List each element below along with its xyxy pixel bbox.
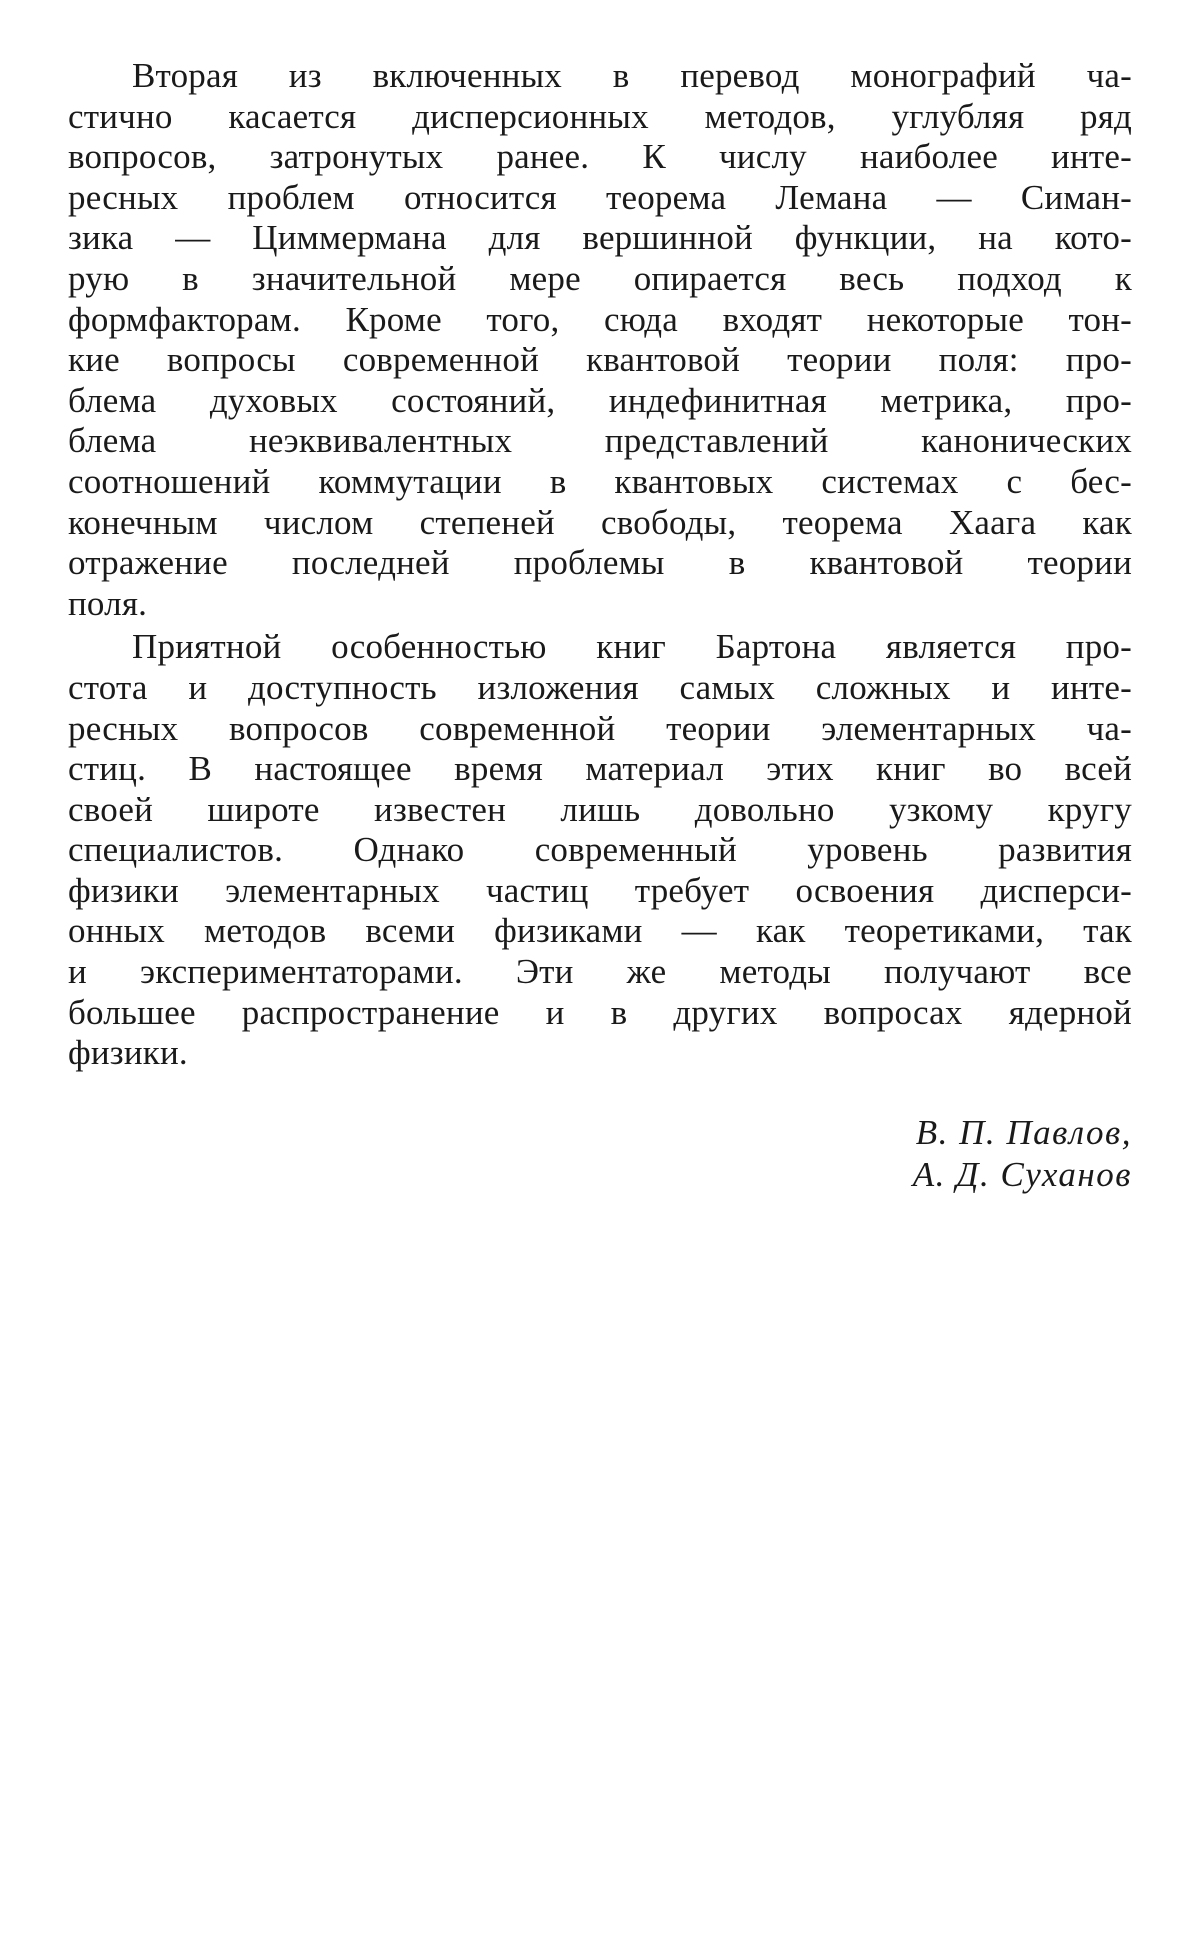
text-line: рую в значительной мере опирается весь подход к [68, 258, 1132, 298]
text-line: онных методов всеми физиками — как теоретиками, так [68, 911, 1132, 951]
text-line: Приятной особенностью книг Бартона является про- [132, 627, 1132, 667]
text-line: зика — Циммермана для вершинной функции, на кото- [68, 218, 1132, 258]
text-line: и экспериментаторами. Эти же методы получают все [68, 952, 1132, 992]
text-line: большее распространение и в других вопросах ядерной [68, 992, 1132, 1032]
signature-sukhanov: А. Д. Суханов [912, 1155, 1132, 1194]
text-line: блема духовых состояний, индефинитная метрика, про- [68, 380, 1132, 420]
text-line: физики. [68, 1033, 188, 1073]
text-line: своей широте известен лишь довольно узкому кругу [68, 789, 1132, 829]
text-line: физики элементарных частиц требует освоения дисперси- [68, 870, 1132, 910]
text-line: стиц. В настоящее время материал этих книг во всей [68, 749, 1132, 789]
text-line: соотношений коммутации в квантовых системах с бес- [68, 461, 1132, 501]
text-line: стота и доступность изложения самых сложных и инте- [68, 667, 1132, 707]
text-line: отражение последней проблемы в квантовой теории [68, 543, 1132, 583]
text-line: блема неэквивалентных представлений канонических [68, 421, 1132, 461]
paragraph-1 [68, 56, 1132, 624]
text-line: ресных проблем относится теорема Лемана — Симан- [68, 177, 1132, 217]
text-line: ресных вопросов современной теории элементарных ча- [68, 708, 1132, 748]
text-line: вопросов, затронутых ранее. К числу наиболее инте- [68, 137, 1132, 177]
paragraph-2 [68, 627, 1132, 1074]
text-line: кие вопросы современной квантовой теории поля: про- [68, 340, 1132, 380]
signature-pavlov: В. П. Павлов, [915, 1113, 1132, 1152]
text-line: формфакторам. Кроме того, сюда входят некоторые тон- [68, 299, 1132, 339]
document-body [68, 56, 1132, 1074]
text-line: стично касается дисперсионных методов, углубляя ряд [68, 96, 1132, 136]
text-line: Вторая из включенных в перевод монографий ча- [132, 56, 1132, 95]
text-line: поля. [68, 583, 148, 623]
signature-block [913, 1112, 1132, 1196]
text-line: конечным числом степеней свободы, теорема Хаага как [68, 502, 1132, 542]
text-line: специалистов. Однако современный уровень развития [68, 830, 1132, 870]
